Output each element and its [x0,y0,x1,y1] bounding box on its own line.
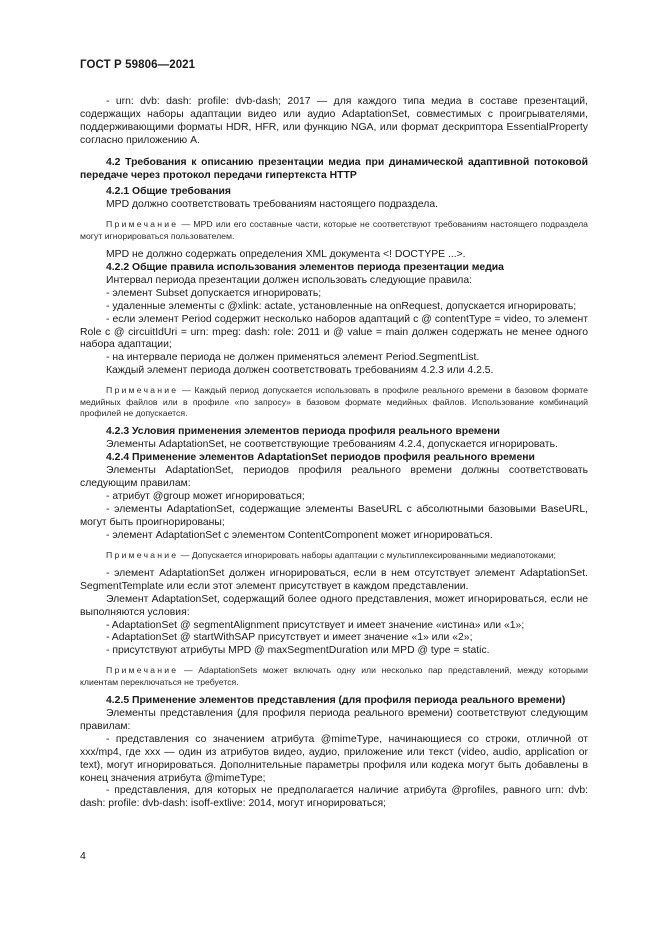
note [80,385,588,419]
note-label: Примечание [106,219,179,230]
section-heading: 4.2.3 Условия применения элементов периода профиля реального времени [106,426,500,438]
paragraph: Элементы AdaptationSet, периодов профиля реального времени должны соответствовать следующим правилам: [80,465,588,489]
paragraph: - элемент Subset допускается игнорировать; [106,287,322,299]
note [80,550,588,561]
paragraph: - атрибут @group может игнорироваться; [106,490,305,502]
note-text: — Каждый период допускается использовать в профиле реального времени в базовом формате медийных файлов или в профиле «по запросу» в базовом формате медийных файлов. Использование комбинаций профилей не допускается. [80,385,588,418]
document-body [80,96,588,811]
paragraph: Элемент AdaptationSet, содержащий более одного представления, может игнорироваться, если не выполняются условия: [80,593,588,618]
section-heading: 4.2.2 Общие правила использования элементов периода презентации медиа [106,261,504,273]
paragraph: - если элемент Period содержит несколько наборов адаптаций с @ contentType = video, то элемент Role с @ circuitIdUri = urn: mpeg: dash: role: 2011 и @ value = main должен содержать не менее одного набора адаптации; [80,313,588,351]
document-header: ГОСТ Р 59806—2021 [80,59,196,71]
paragraph: Элементы AdaptationSet, не соответствующие требованиям 4.2.4, допускается игнорировать. [106,439,558,451]
paragraph: - urn: dvb: dash: profile: dvb-dash; 2017 — для каждого типа медиа в составе презентаций, содержащих наборы адаптации видео или аудио AdaptationSet, совместимых с проигрывателями, поддерживающими форматы HDR, HFR, или функцию NGA, или формат дескриптора EssentialProperty согласно приложению А. [80,96,588,146]
note-text: — Допускается игнорировать наборы адаптации с мультиплексированными медиапотоками; [180,549,556,560]
note-text: — AdaptationSets может включать одну или несколько пар представлений, между которыми клиентам переключаться не требуется. [80,665,588,687]
paragraph: - элемент AdaptationSet с элементом ContentComponent может игнорироваться. [106,529,493,541]
note-label: Примечание [106,549,179,560]
section-heading: 4.2.4 Применение элементов AdaptationSet периодов профиля реального времени [106,452,535,464]
note [80,665,588,688]
section-heading: 4.2.1 Общие требования [106,186,231,198]
paragraph: - удаленные элементы с @xlink: actate, установленные на onRequest, допускается игнорировать; [106,300,577,312]
section-heading: 4.2 Требования к описанию презентации медиа при динамической адаптивной потоковой передаче через протокол передачи гипертекста HTTP [80,156,588,181]
paragraph: - элементы AdaptationSet, содержащие элементы BaseURL с абсолютными базовыми BaseURL, могут быть проигнорированы; [80,503,588,528]
paragraph: Элементы представления (для профиля периода реального времени) соответствуют следующим правилам: [80,707,588,732]
paragraph: - на интервале периода не должен применяться элемент Period.SegmentList. [106,352,480,364]
paragraph: - AdaptationSet @ startWithSAP присутствует и имеет значение «1» или «2»; [106,632,473,644]
paragraph: - присутствуют атрибуты MPD @ maxSegmentDuration или MPD @ type = static. [106,645,490,657]
paragraph: - представления, для которых не предполагается наличие атрибута @profiles, равного urn: dvb: dash: profile: dvb-dash: isoff-extlive: 2014, могут игнорироваться; [80,785,588,810]
note-label: Примечание [106,665,179,676]
paragraph: - AdaptationSet @ segmentAlignment присутствует и имеет значение «истина» или «1»; [106,619,525,631]
paragraph: - представления со значением атрибута @mimeType, начинающиеся со строки, отличной от xxx/mp4, где xxx — один из атрибутов видео, аудио, приложение или текст (video, audio, application or text), могут игнорироваться. Дополнительные параметры профиля или кодека могут быть добавлены в конец значения атрибута @mimeType; [80,733,588,784]
paragraph: Интервал периода презентации должен использовать следующие правила: [106,274,473,286]
note-text: — MPD или его составные части, которые не соответствуют требованиям настоящего подраздела могут игнорироваться пользователем. [80,219,588,241]
paragraph: - элемент AdaptationSet должен игнорироваться, если в нем отсутствует элемент AdaptationSet. SegmentTemplate или если этот элемент присутствует в каждом представлении. [80,567,588,592]
note [80,219,588,242]
section-heading: 4.2.5 Применение элементов представления (для профиля периода реального времени) [106,695,566,707]
note-label: Примечание [106,385,179,396]
paragraph: MPD не должно содержать определения XML документа <! DOCTYPE ...>. [106,249,466,261]
paragraph: Каждый элемент периода должен соответствовать требованиям 4.2.3 или 4.2.5. [106,365,494,377]
paragraph: MPD должно соответствовать требованиям настоящего подраздела. [106,199,438,211]
page-number: 4 [80,850,86,862]
